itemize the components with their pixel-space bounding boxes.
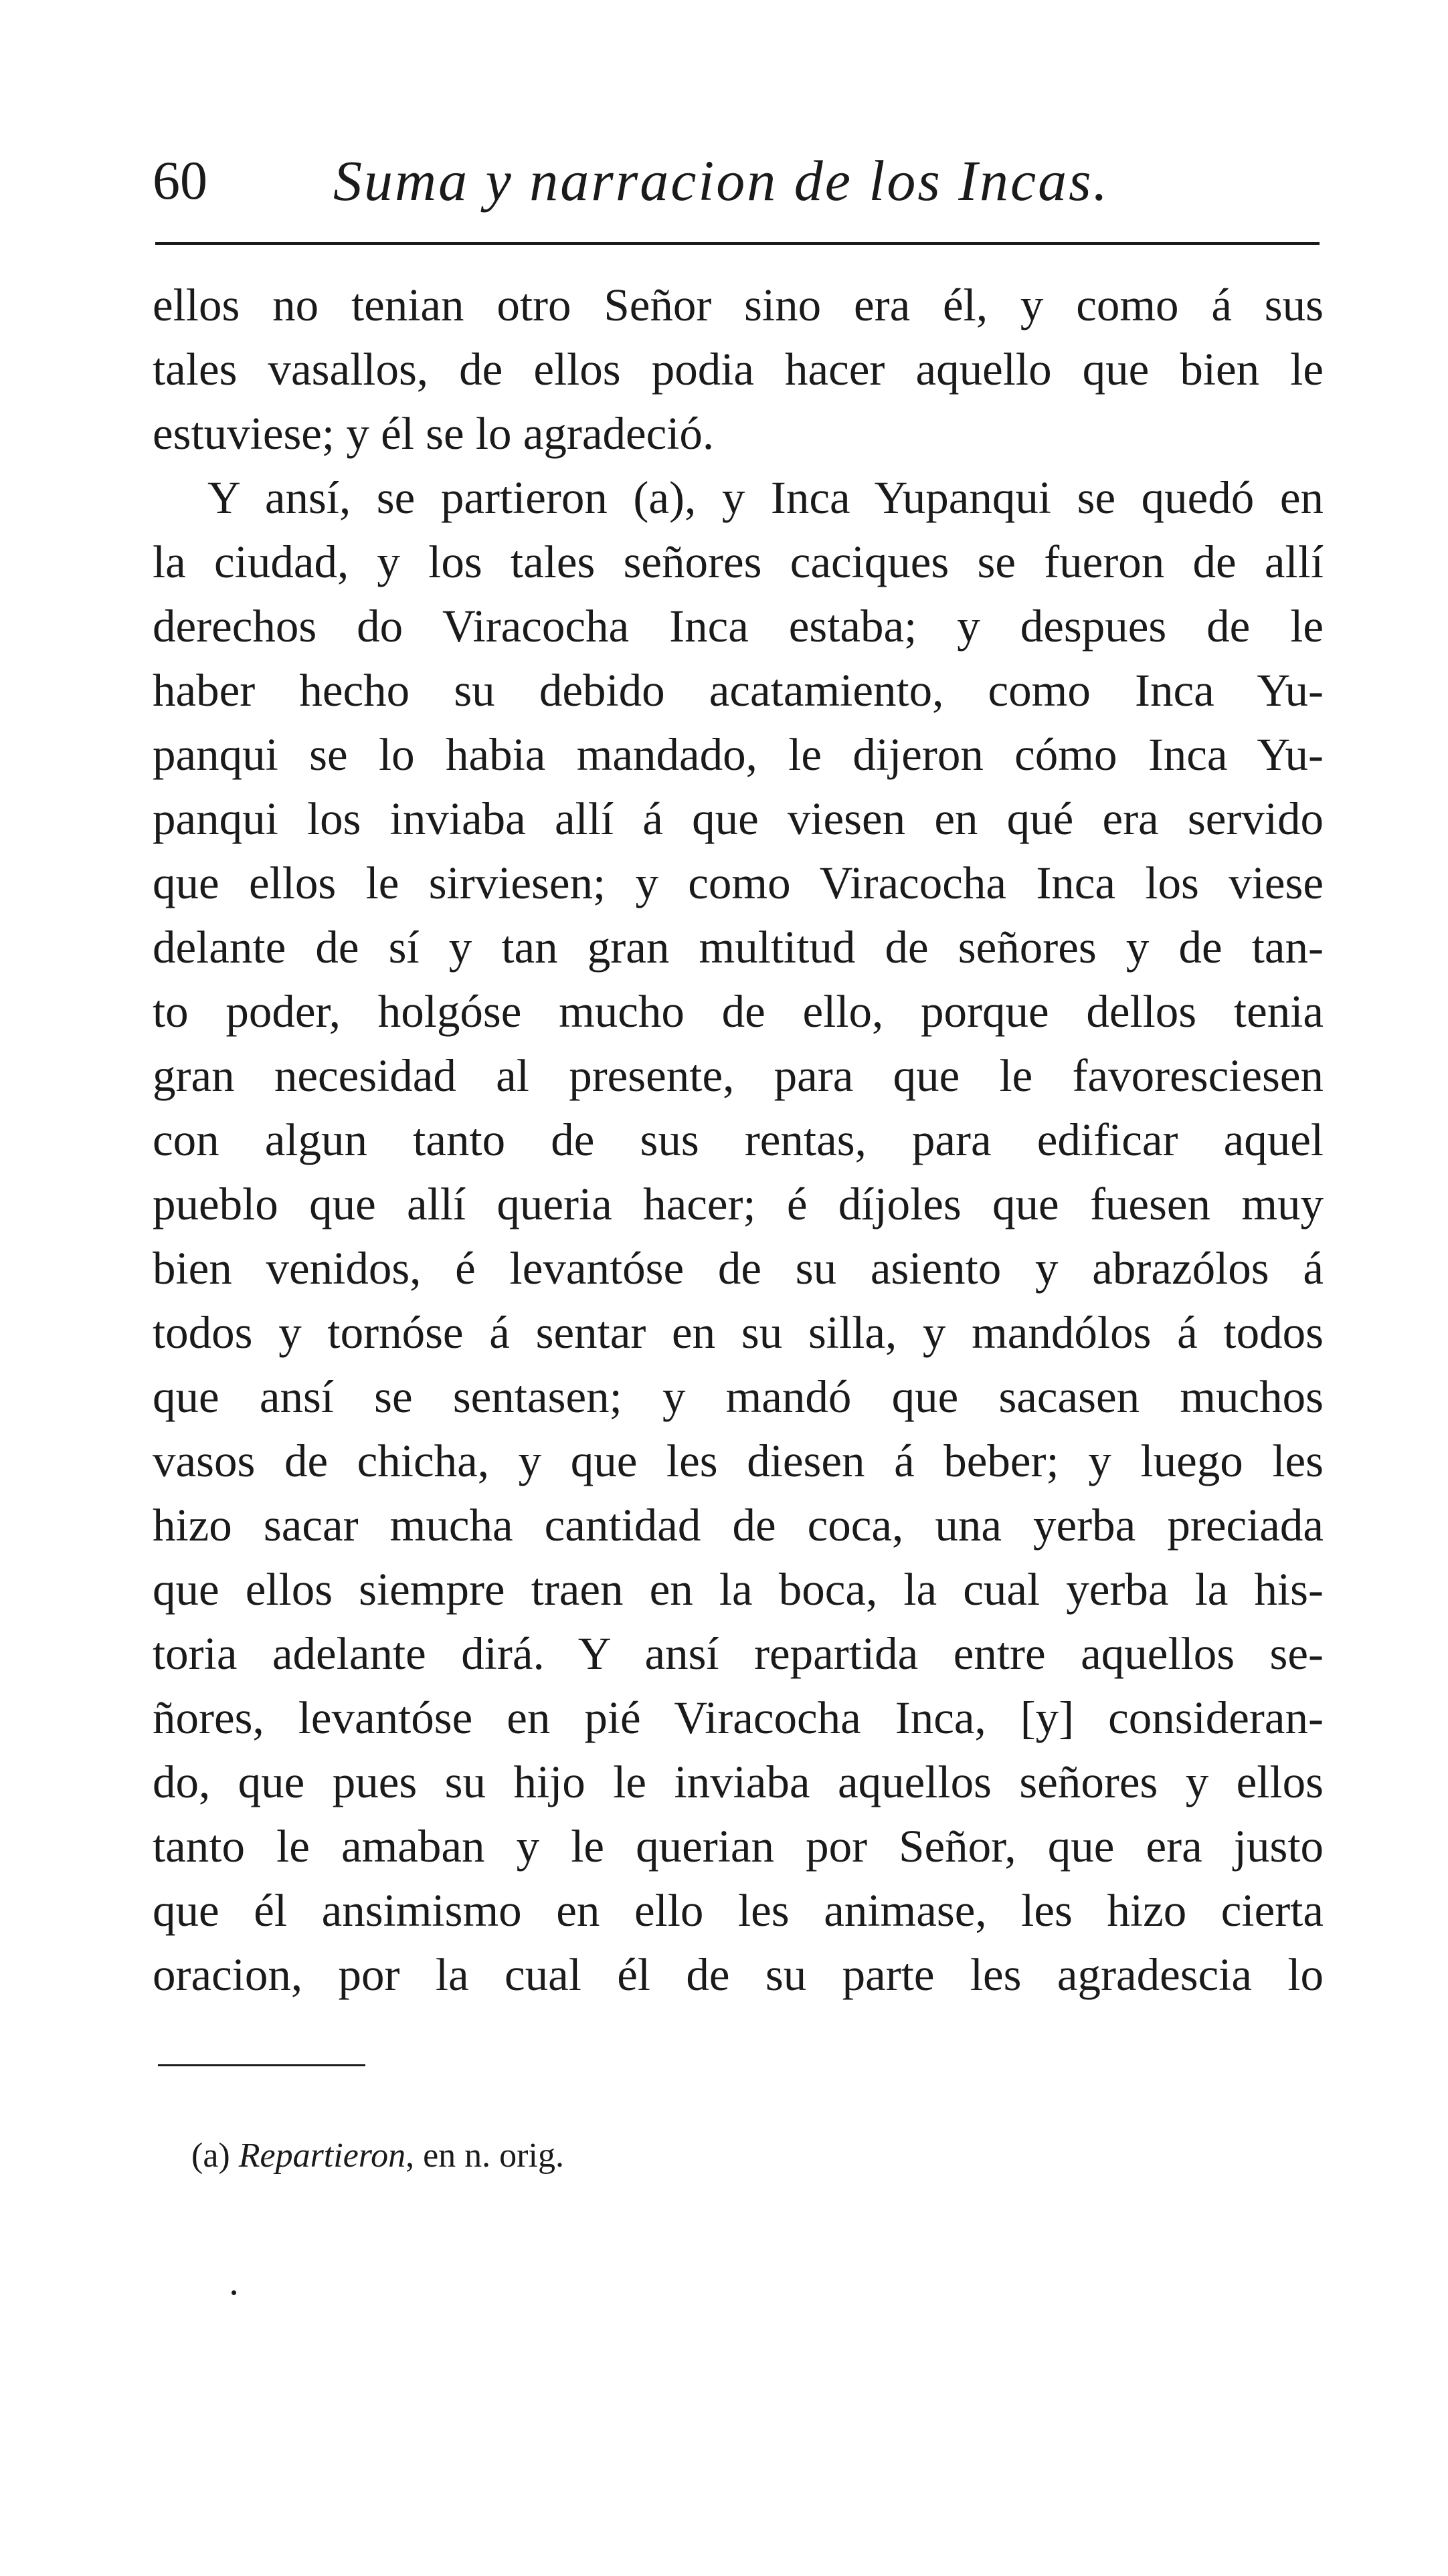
ink-speck [232, 2290, 236, 2295]
footnote-word: Repartieron [238, 2137, 406, 2175]
footnote-rule [158, 2064, 365, 2066]
text-line: do, que pues su hijo le inviaba aquellos señores y ellos [153, 1757, 1324, 1807]
footnote-text: , en n. orig. [405, 2137, 564, 2175]
text-line: panqui los inviaba allí á que viesen en qué era servido [153, 793, 1324, 844]
text-line: vasos de chicha, y que les diesen á beber; y luego les [153, 1435, 1324, 1486]
text-line: oracion, por la cual él de su parte les agradescia lo [153, 1949, 1324, 2000]
header-rule [155, 242, 1320, 245]
text-line: que ellos le sirviesen; y como Viracocha Inca los viese [153, 858, 1324, 908]
text-line: estuviese; y él se lo agradeció. [153, 408, 715, 459]
text-line: derechos do Viracocha Inca estaba; y despues de le [153, 601, 1324, 652]
text-line: Y ansí, se partieron (a), y Inca Yupanqui se quedó en [207, 472, 1324, 523]
text-line: tanto le amaban y le querian por Señor, que era justo [153, 1821, 1324, 1872]
page-number: 60 [153, 150, 207, 211]
text-line: delante de sí y tan gran multitud de señores y de tan- [153, 922, 1324, 973]
text-line: con algun tanto de sus rentas, para edificar aquel [153, 1114, 1324, 1165]
text-line: que ansí se sentasen; y mandó que sacasen muchos [153, 1371, 1324, 1422]
text-line: haber hecho su debido acatamiento, como Inca Yu- [153, 665, 1324, 716]
text-line: hizo sacar mucha cantidad de coca, una yerba preciada [153, 1500, 1324, 1551]
text-line: panqui se lo habia mandado, le dijeron cómo Inca Yu- [153, 729, 1324, 780]
footnote [191, 2133, 564, 2179]
text-line: gran necesidad al presente, para que le favoresciesen [153, 1050, 1324, 1101]
text-line: ellos no tenian otro Señor sino era él, y como á sus [153, 280, 1324, 330]
body-text [153, 273, 1324, 2007]
text-line: que ellos siempre traen en la boca, la cual yerba la his- [153, 1564, 1324, 1615]
text-line: tales vasallos, de ellos podia hacer aquello que bien le [153, 344, 1324, 395]
footnote-marker: (a) [191, 2137, 230, 2175]
text-line: todos y tornóse á sentar en su silla, y mandólos á todos [153, 1307, 1324, 1358]
text-line: ñores, levantóse en pié Viracocha Inca, [y] consideran- [153, 1692, 1324, 1743]
running-head [153, 144, 1317, 217]
text-line: to poder, holgóse mucho de ello, porque dellos tenia [153, 986, 1324, 1037]
running-title: Suma y narracion de los Incas. [333, 148, 1110, 213]
text-line: toria adelante dirá. Y ansí repartida entre aquellos se- [153, 1628, 1324, 1679]
text-line: bien venidos, é levantóse de su asiento y abrazólos á [153, 1243, 1324, 1294]
text-line: pueblo que allí queria hacer; é díjoles que fuesen muy [153, 1179, 1324, 1229]
text-line: que él ansimismo en ello les animase, les hizo cierta [153, 1885, 1324, 1936]
text-line: la ciudad, y los tales señores caciques se fueron de allí [153, 536, 1324, 587]
